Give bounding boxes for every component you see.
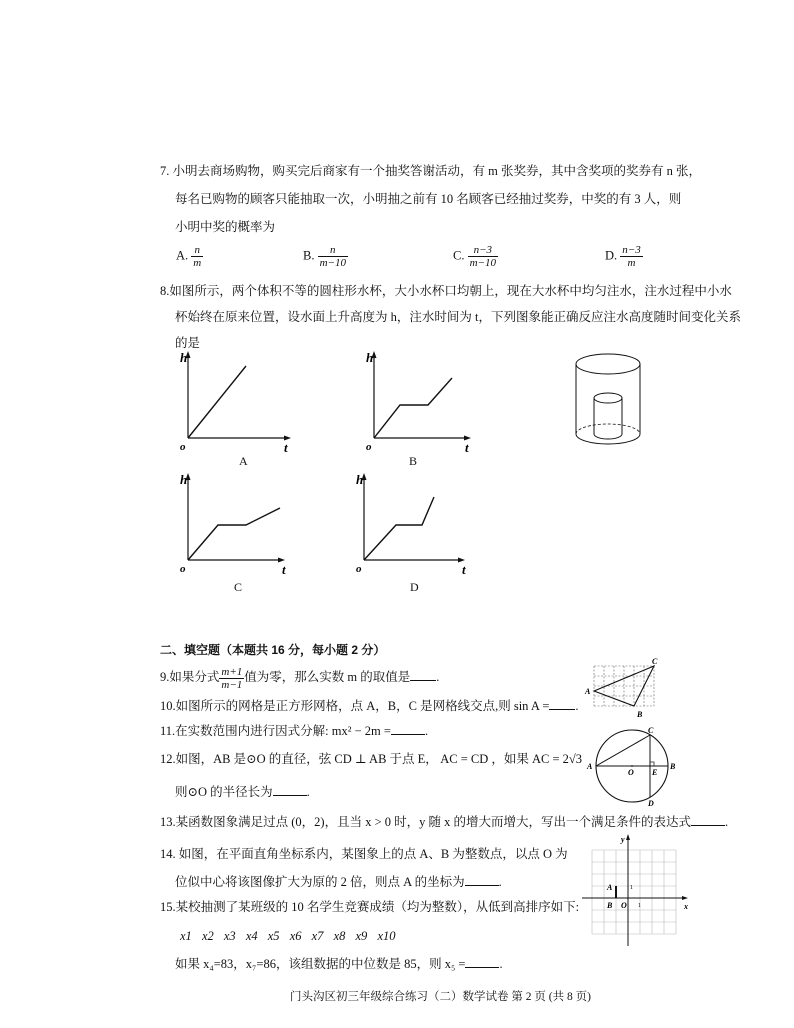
axis-y-label: h: [356, 472, 364, 487]
point-b-label: B: [607, 901, 613, 910]
tick-y-1: 1: [630, 885, 633, 891]
q12-line-1: 12.如图，AB 是⊙O 的直径，弦 CD ⊥ AB 于点 E， AC = CD ，如果 AC = 2√3: [160, 752, 583, 766]
q9-answer-blank: [410, 668, 436, 681]
q7-option-d: [605, 244, 643, 269]
origin-label: o: [180, 441, 186, 453]
q15-line-3: 如果 x₄=83，x₇=86，该组数据的中位数是 85，则 x₅ = .: [175, 957, 503, 971]
point-a-label: A: [585, 687, 591, 696]
axis-y-label: y: [621, 835, 625, 844]
q8-line-3: 的是: [175, 336, 201, 350]
q14-line-2: 位似中心将该图像扩大为原的 2 倍，则点 A 的坐标为 .: [175, 875, 502, 889]
q13-answer-blank: [691, 813, 725, 826]
tick-x-1: 1: [638, 903, 641, 909]
q7-line-3: 小明中奖的概率为: [175, 220, 276, 234]
q7-option-c: [453, 244, 498, 269]
option-fraction: $\frac{n}{m-10}$: [319, 244, 346, 269]
axis-y-label: h: [180, 472, 188, 487]
option-label: A.: [176, 248, 189, 263]
point-c-label: C: [652, 657, 658, 666]
q11: 11.在实数范围内进行因式分解: mx² − 2m = .: [160, 724, 429, 738]
q12-line-2: 则⊙O 的半径长为 .: [175, 785, 310, 799]
axis-y-label: h: [180, 350, 188, 365]
var-x4: x4: [245, 929, 258, 943]
q15-line-1: 15.某校抽测了某班级的 10 名学生竞赛成绩（均为整数），从低到高排序如下:: [160, 900, 580, 914]
q7-line-1: 7. 小明去商场购物，购买完后商家有一个抽奖答谢活动，有 m 张奖券，其中含奖项的奖券有 n 张，: [160, 164, 701, 178]
q8-graph-c: [176, 470, 316, 580]
point-o-label: O: [628, 768, 634, 777]
q9: 9.如果分式 $\frac{m+1}{m-1}$ 值为零，那么实数 m 的取值是 .: [160, 665, 440, 691]
q15-answer-blank: [465, 955, 499, 968]
q7-option-b: [303, 244, 348, 269]
q10-answer-blank: [549, 697, 575, 710]
q10: 10.如图所示的网格是正方形网格，点 A，B，C 是网格线交点,则 sin A = .: [160, 699, 579, 713]
axis-x-label: t: [465, 440, 469, 455]
var-x9: x9: [355, 929, 368, 943]
point-d-label: D: [648, 799, 654, 808]
var-x5: x5: [267, 929, 280, 943]
axis-x-label: t: [284, 440, 288, 455]
q7-option-a: [176, 244, 203, 269]
option-fraction: $\frac{n-3}{m}$: [622, 244, 641, 269]
origin-label: O: [621, 901, 627, 910]
option-label: D.: [605, 248, 618, 263]
var-x7: x7: [311, 929, 324, 943]
q8-cylinder-figure: [566, 350, 650, 450]
axis-x-label: t: [462, 562, 466, 577]
origin-label: o: [180, 563, 186, 575]
q8-graph-d-caption: D: [410, 580, 419, 594]
q14-coordinate-figure: [576, 830, 696, 950]
point-c-label: C: [648, 726, 654, 735]
q8-graph-d: [352, 470, 492, 580]
point-b-label: B: [670, 762, 676, 771]
var-x2: x2: [201, 929, 214, 943]
point-a-label: A: [607, 883, 613, 892]
origin-label: o: [366, 441, 372, 453]
option-label: B.: [303, 248, 315, 263]
q15-variables: [180, 929, 396, 944]
point-e-label: E: [652, 768, 658, 777]
q9-fraction: $\frac{m+1}{m-1}$: [221, 665, 243, 691]
var-x1: x1: [180, 929, 192, 943]
var-x3: x3: [223, 929, 236, 943]
q8-line-1: 8.如图所示，两个体积不等的圆柱形水杯，大小水杯口均朝上，现在大水杯中均匀注水，注水过程中小水: [160, 284, 732, 298]
axis-x-label: t: [282, 562, 286, 577]
axis-y-label: h: [366, 350, 374, 365]
var-x6: x6: [289, 929, 302, 943]
q8-graph-a: [176, 348, 316, 458]
var-x8: x8: [333, 929, 346, 943]
section-2-title: 二、填空题（本题共 16 分，每小题 2 分）: [160, 643, 386, 657]
q10-grid-figure: [582, 656, 662, 722]
q14-line-1: 14. 如图，在平面直角坐标系内，某图象上的点 A、B 为整数点，以点 O 为: [160, 847, 568, 861]
option-label: C.: [453, 248, 465, 263]
point-b-label: B: [637, 710, 643, 719]
var-x10: x10: [377, 929, 396, 943]
origin-label: o: [356, 563, 362, 575]
q12-answer-blank: [273, 783, 307, 796]
q8-graph-b: [362, 348, 502, 458]
option-fraction: $\frac{n-3}{m-10}$: [469, 244, 496, 269]
q8-line-2: 杯始终在原来位置，设水面上升高度为 h，注水时间为 t，下列图象能正确反应注水高度随时间变化关系: [175, 310, 741, 324]
point-a-label: A: [587, 762, 593, 771]
q7-line-2: 每名已购物的顾客只能抽取一次，小明抽之前有 10 名顾客已经抽过奖券，中奖的有 3 人，则: [175, 192, 682, 206]
q14-answer-blank: [465, 873, 499, 886]
q8-graph-c-caption: C: [234, 580, 243, 594]
q12-circle-figure: [586, 724, 678, 810]
option-fraction: $\frac{n}{m}$: [193, 244, 202, 269]
q8-graph-a-caption: A: [239, 454, 248, 468]
page-footer: 门头沟区初三年级综合练习（二）数学试卷 第 2 页 (共 8 页): [290, 991, 591, 1003]
axis-x-label: x: [684, 902, 688, 911]
q13: 13.某函数图象满足过点 (0，2)，且当 x > 0 时，y 随 x 的增大而增大，写出一个满足条件的表达式 .: [160, 815, 729, 829]
q8-graph-b-caption: B: [409, 454, 418, 468]
q11-answer-blank: [391, 722, 425, 735]
